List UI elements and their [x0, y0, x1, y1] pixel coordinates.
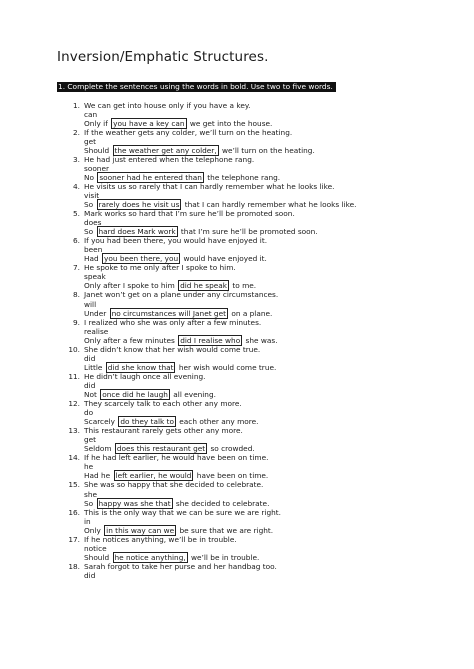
item-keyword: visit [84, 190, 100, 200]
answer-before: Had [84, 254, 102, 264]
item-sentence: This is the only way that we can be sure we are right. [84, 507, 281, 517]
item-keyword: did [84, 380, 96, 390]
answer-after: we get into the house. [187, 118, 273, 128]
answer-after: she decided to celebrate. [173, 498, 270, 508]
sentence-row [0, 508, 474, 517]
answer-line [84, 281, 256, 290]
answer-row [0, 553, 474, 562]
item-number: 4. [72, 181, 80, 191]
item-sentence: This restaurant rarely gets other any more. [84, 426, 243, 436]
answer-after: the telephone rang. [204, 172, 281, 182]
item-keyword: get [84, 136, 97, 146]
item-sentence: Janet won’t get on a plane under any circumstances. [84, 290, 279, 300]
item-keyword: been [84, 245, 103, 255]
answer-box: did she know that [107, 362, 174, 372]
item-keyword: she [84, 489, 97, 499]
answer-box: rarely does he visit us [98, 200, 180, 210]
answer-before: So [84, 227, 96, 237]
exercise-item [0, 155, 474, 182]
exercise-item [0, 453, 474, 480]
item-number: 5. [72, 209, 80, 219]
answer-row [0, 254, 474, 263]
answer-after: to me. [230, 281, 257, 291]
answer-box: you been there, you [104, 254, 179, 264]
answer-box: in this way can we [106, 525, 175, 535]
answer-before: Only after a few minutes [84, 335, 178, 345]
answer-line [84, 553, 259, 562]
item-sentence: She didn’t know that her wish would come true. [84, 344, 261, 354]
item-number: 3. [72, 154, 80, 164]
item-number: 15. [68, 480, 80, 490]
answer-row [0, 146, 474, 155]
item-sentence: He visits us so rarely that I can hardly remember what he looks like. [84, 181, 335, 191]
item-number: 2. [72, 127, 80, 137]
answer-line [84, 336, 278, 345]
answer-after: that I can hardly remember what he looks like. [182, 200, 357, 210]
answer-before: Had he [84, 471, 113, 481]
exercise-item [0, 128, 474, 155]
exercise-item [0, 372, 474, 399]
answer-after: on a plane. [229, 308, 273, 318]
sentence-row [0, 480, 474, 489]
answer-row [0, 281, 474, 290]
answer-row [0, 309, 474, 318]
answer-box: sooner had he entered than [99, 172, 202, 182]
item-keyword: sooner [84, 163, 110, 173]
exercise-item [0, 290, 474, 317]
answer-line [84, 363, 276, 372]
answer-line [84, 309, 272, 318]
item-sentence: They scarcely talk to each other any more. [84, 399, 242, 409]
answer-box: does this restaurant get [116, 444, 206, 454]
answer-row [0, 227, 474, 236]
answer-before: Not [84, 390, 100, 399]
answer-before: Should [84, 552, 112, 562]
answer-before: Seldom [84, 444, 114, 454]
sentence-row [0, 182, 474, 191]
answer-row [0, 336, 474, 345]
answer-box: do they talk to [120, 417, 174, 427]
item-number: 1. [72, 100, 80, 110]
sentence-row [0, 562, 474, 571]
item-keyword: he [84, 462, 94, 472]
keyword-row [0, 408, 474, 417]
item-keyword: did [84, 353, 96, 363]
answer-before: Only if [84, 118, 111, 128]
answer-line [84, 499, 269, 508]
sentence-row [0, 453, 474, 462]
answer-line [84, 444, 255, 453]
item-keyword: get [84, 435, 97, 445]
answer-after: so crowded. [208, 444, 255, 454]
item-sentence: He spoke to me only after I spoke to him. [84, 263, 236, 273]
answer-box: you have a key can [113, 118, 185, 128]
keyword-row [0, 517, 474, 526]
answer-after: we’ll turn on the heating. [219, 145, 315, 155]
item-number: 8. [72, 290, 80, 300]
sentence-row [0, 372, 474, 381]
answer-after: have been on time. [194, 471, 269, 481]
sentence-row [0, 535, 474, 544]
answer-line [84, 471, 268, 480]
keyword-row [0, 137, 474, 146]
answer-after: we’ll be in trouble. [188, 552, 260, 562]
item-number: 12. [68, 399, 80, 409]
item-sentence: Sarah forgot to take her purse and her handbag too. [84, 561, 277, 571]
exercise-item [0, 399, 474, 426]
item-keyword: notice [84, 543, 107, 553]
item-keyword: will [84, 299, 97, 309]
item-sentence: He didn’t laugh once all evening. [84, 371, 206, 381]
page-title: Inversion/Emphatic Structures. [57, 49, 269, 65]
item-keyword: realise [84, 326, 109, 336]
answer-box: hard does Mark work [98, 227, 176, 237]
exercise-item [0, 535, 474, 562]
instruction-banner: 1. Complete the sentences using the words in bold. Use two to five words. [57, 82, 336, 92]
keyword-row [0, 435, 474, 444]
item-keyword: does [84, 218, 102, 228]
answer-before: No [84, 172, 97, 182]
sentence-row [0, 399, 474, 408]
exercise-item [0, 236, 474, 263]
item-sentence: If he notices anything, we’ll be in trouble. [84, 534, 237, 544]
item-sentence: If he had left earlier, he would have been on time. [84, 453, 269, 463]
exercise-item [0, 182, 474, 209]
answer-before: Only after I spoke to him [84, 281, 178, 291]
item-keyword: did [84, 570, 96, 580]
answer-before: Scarcely [84, 417, 118, 427]
exercise-item [0, 263, 474, 290]
answer-row [0, 119, 474, 128]
item-sentence: She was so happy that she decided to celebrate. [84, 480, 264, 490]
item-number: 7. [72, 263, 80, 273]
answer-line [84, 526, 273, 535]
answer-after: her wish would come true. [176, 362, 277, 372]
item-keyword: in [84, 516, 91, 526]
item-number: 10. [68, 344, 80, 354]
answer-line [84, 173, 280, 182]
keyword-row [0, 571, 474, 580]
answer-after: she was. [243, 335, 278, 345]
item-number: 14. [68, 453, 80, 463]
answer-row [0, 444, 474, 453]
keyword-row [0, 381, 474, 390]
sentence-row [0, 318, 474, 327]
item-number: 9. [72, 317, 80, 327]
keyword-row [0, 164, 474, 173]
exercise-item [0, 426, 474, 453]
answer-line [84, 146, 315, 155]
keyword-row [0, 245, 474, 254]
item-sentence: Mark works so hard that I’m sure he’ll be promoted soon. [84, 209, 295, 219]
item-sentence: I realized who she was only after a few minutes. [84, 317, 262, 327]
exercise-item [0, 508, 474, 535]
keyword-row [0, 300, 474, 309]
keyword-row [0, 110, 474, 119]
answer-line [84, 200, 356, 209]
keyword-row [0, 354, 474, 363]
answer-line [84, 390, 216, 399]
answer-before: Little [84, 362, 105, 372]
item-number: 16. [68, 507, 80, 517]
answer-row [0, 471, 474, 480]
answer-after: that I’m sure he’ll be promoted soon. [178, 227, 318, 237]
answer-line [84, 417, 258, 426]
answer-row [0, 200, 474, 209]
sentence-row [0, 236, 474, 245]
item-keyword: speak [84, 272, 106, 282]
item-sentence: We can get into house only if you have a key. [84, 100, 251, 110]
item-sentence: He had just entered when the telephone rang. [84, 154, 255, 164]
item-number: 18. [68, 561, 80, 571]
answer-row [0, 363, 474, 372]
answer-row [0, 499, 474, 508]
answer-line [84, 227, 318, 236]
sentence-row [0, 128, 474, 137]
answer-after: would have enjoyed it. [181, 254, 267, 264]
answer-box: left earlier, he would [115, 471, 192, 481]
answer-before: So [84, 498, 96, 508]
sentence-row [0, 155, 474, 164]
item-keyword: can [84, 109, 98, 119]
exercise-list [0, 101, 474, 580]
keyword-row [0, 218, 474, 227]
answer-after: be sure that we are right. [177, 525, 274, 535]
answer-box: once did he laugh [102, 390, 168, 399]
exercise-item [0, 562, 474, 580]
answer-box: he notice anything, [114, 552, 186, 562]
item-sentence: If the weather gets any colder, we’ll turn on the heating. [84, 127, 293, 137]
keyword-row [0, 490, 474, 499]
sentence-row [0, 290, 474, 299]
answer-line [84, 119, 272, 128]
item-number: 17. [68, 534, 80, 544]
item-sentence: If you had been there, you would have enjoyed it. [84, 236, 268, 246]
sentence-row [0, 101, 474, 110]
answer-row [0, 390, 474, 399]
answer-before: Should [84, 145, 112, 155]
answer-line [84, 254, 267, 263]
answer-before: Under [84, 308, 109, 318]
exercise-item [0, 480, 474, 507]
answer-row [0, 417, 474, 426]
sentence-row [0, 345, 474, 354]
answer-box: did he speak [180, 281, 228, 291]
sentence-row [0, 426, 474, 435]
keyword-row [0, 544, 474, 553]
answer-box: did I realise who [180, 335, 241, 345]
answer-before: Only [84, 525, 104, 535]
sentence-row [0, 263, 474, 272]
answer-after: all evening. [170, 390, 216, 399]
answer-row [0, 526, 474, 535]
item-number: 13. [68, 426, 80, 436]
answer-row [0, 173, 474, 182]
exercise-item [0, 318, 474, 345]
sentence-row [0, 209, 474, 218]
answer-box: happy was she that [98, 498, 171, 508]
item-number: 6. [72, 236, 80, 246]
exercise-item [0, 345, 474, 372]
answer-box: the weather get any colder, [114, 145, 217, 155]
answer-after: each other any more. [176, 417, 259, 427]
answer-before: So [84, 200, 96, 210]
item-keyword: do [84, 408, 94, 418]
exercise-item [0, 209, 474, 236]
keyword-row [0, 191, 474, 200]
exercise-item [0, 101, 474, 128]
item-number: 11. [68, 371, 80, 381]
answer-box: no circumstances will Janet get [111, 308, 226, 318]
